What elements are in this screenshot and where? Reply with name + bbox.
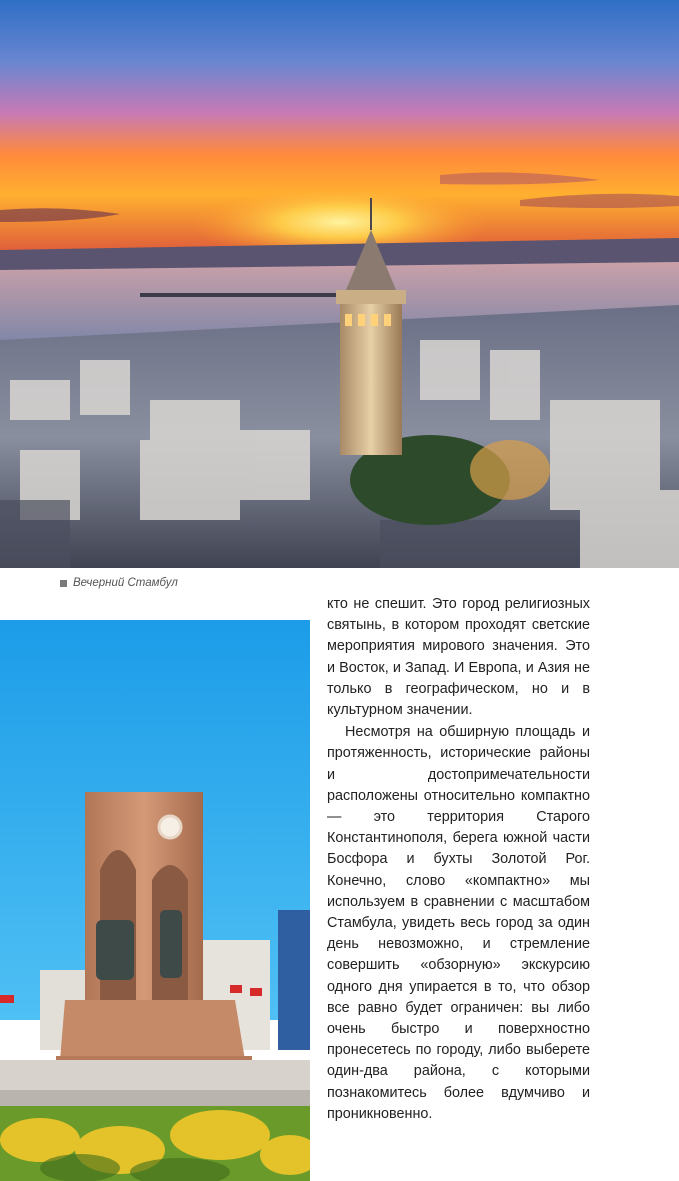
caption-text: Вечерний Стамбул <box>73 577 178 589</box>
paragraph-2: Несмотря на обширную площадь и протяженность, исторические районы и достопримечательности расположены относительно компактно — это территория Старого Константинополя, берега южной части Босфора и бухты Золотой Рог. Конечно, слово «компактно» мы используем в сравнении с масштабом Стамбула, увидеть весь город за один день невозможно, и стремление совершить «обзорную» экскурсию одного дня упирается в то, что обзор все равно будет ограничен: вы либо очень быстро и поверхностно пронесетесь по городу, либо выберете один-два района, с которыми познакомитесь более вдумчиво и проникновенно. <box>327 724 590 1122</box>
photo-taksim-monument <box>0 620 310 1181</box>
photo-evening-istanbul <box>0 0 679 568</box>
paragraph-1: кто не спешит. Это город религиозных святынь, в котором проходят светские мероприятия мирового значения. Это и Восток, и Запад. И Европа, и Азия не только в географическом, но и в культурном значении. <box>327 596 590 719</box>
body-text <box>327 594 590 1125</box>
photo-caption <box>60 577 178 589</box>
taksim-monument-image <box>0 620 310 1181</box>
caption-bullet-icon <box>60 580 67 587</box>
evening-istanbul-image <box>0 0 679 568</box>
